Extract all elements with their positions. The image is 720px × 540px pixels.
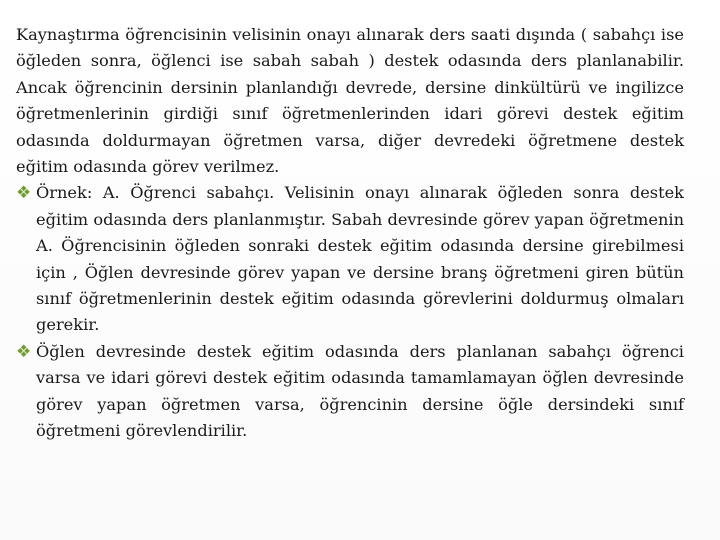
intro-paragraph: Kaynaştırma öğrencisinin velisinin onayı alınarak ders saati dışında ( sabahçı ise öğleden sonra, öğlenci ise sabah sabah ) destek odasında ders planlanabilir. Ancak öğrencinin dersinin planlandığı devrede, dersine dinkültürü ve ingilizce öğretmenlerinin girdiği sınıf öğretmenlerinden idari görevi destek eğitim odasında doldurmayan öğretmen varsa, diğer devredeki öğretmene destek eğitim odasında görev verilmez.: [16, 25, 684, 177]
diamond-bullet-icon: ❖: [16, 183, 32, 204]
bullet-text: Örnek: A. Öğrenci sabahçı. Velisinin onayı alınarak öğleden sonra destek eğitim odasında ders planlanmıştır. Sabah devresinde görev yapan öğretmenin A. Öğrencisinin öğleden sonraki destek eğitim odasında dersine girebilmesi için , Öğlen devresinde görev yapan ve dersine branş öğretmeni giren bütün sınıf öğretmenlerinin destek eğitim odasında görevlerini doldurmuş olmaları gerekir.: [36, 183, 684, 335]
bullet-item: [16, 339, 684, 445]
diamond-bullet-icon: ❖: [16, 341, 32, 362]
bullet-text: Öğlen devresinde destek eğitim odasında ders planlanan sabahçı öğrenci varsa ve idari görevi destek eğitim odasında tamamlamayan öğlen devresinde görev yapan öğretmen varsa, öğrencinin dersine öğle dersindeki sınıf öğretmeni görevlendirilir.: [36, 341, 684, 441]
slide-content: [16, 22, 684, 445]
bullet-item: [16, 180, 684, 338]
